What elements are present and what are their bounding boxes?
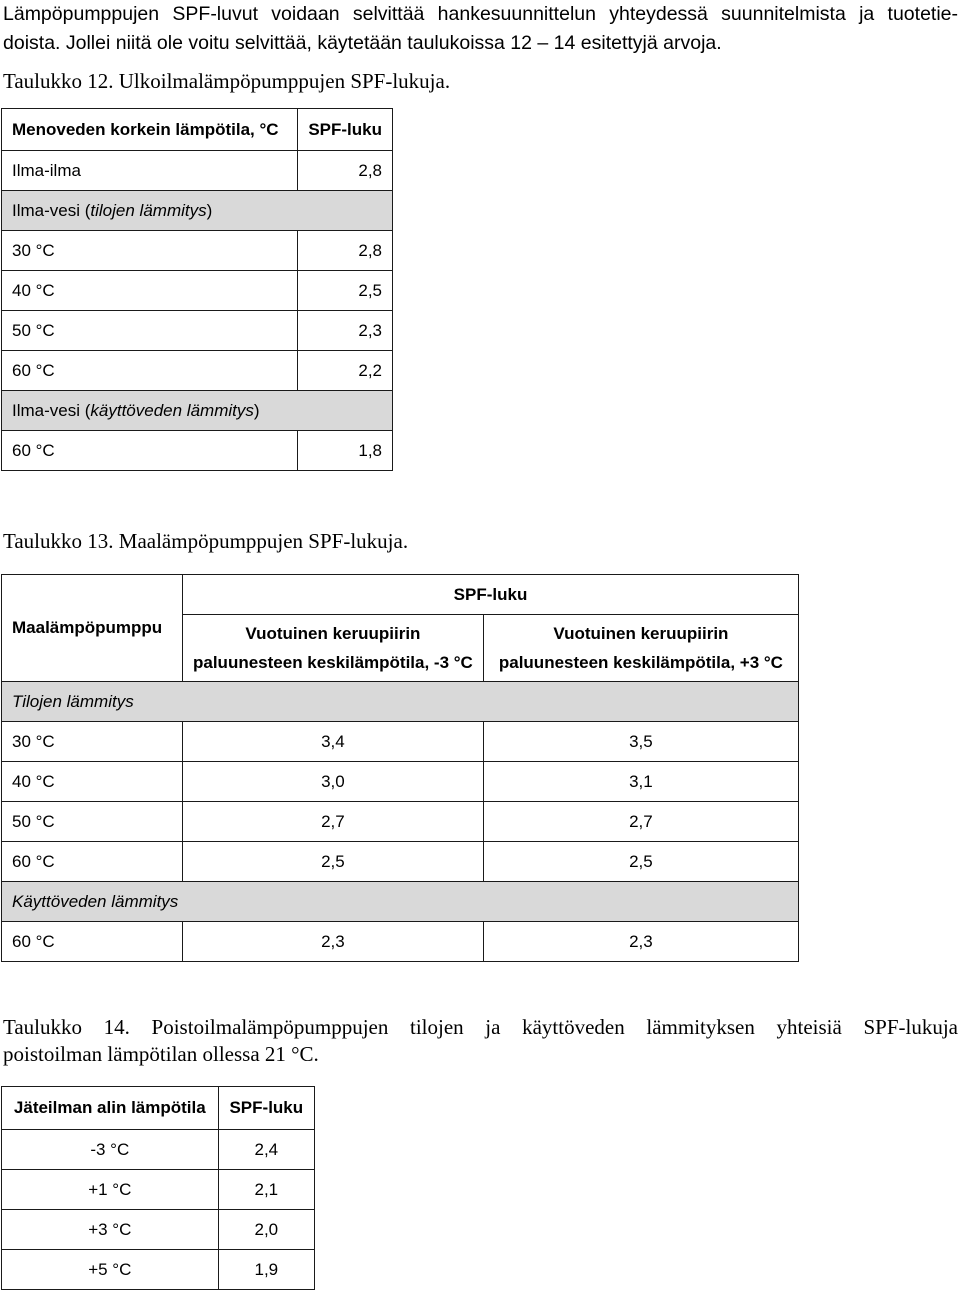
row-spf-value: 2,8 xyxy=(298,231,393,271)
row-value-plus3: 3,5 xyxy=(483,722,798,762)
table-12-group-row-space-heating xyxy=(2,191,393,231)
table-13-header-minus3 xyxy=(183,615,484,682)
row-value-minus3: 3,4 xyxy=(183,722,484,762)
row-value-minus3: 2,3 xyxy=(183,922,484,962)
table-14-caption-line-2: poistoilman lämpötilan ollessa 21 °C. xyxy=(3,1042,319,1066)
row-spf-value: 2,0 xyxy=(218,1210,314,1250)
row-label: 30 °C xyxy=(2,231,298,271)
table-12-caption: Taulukko 12. Ulkoilmalämpöpumppujen SPF-lukuja. xyxy=(3,69,451,93)
table-14-caption-line-1: Taulukko 14. Poistoilmalämpöpumppujen tilojen ja käyttöveden lämmityksen yhteisiä SPF-lukuja xyxy=(3,1015,958,1039)
table-12-header-row xyxy=(2,109,393,151)
table-14-header-temperature: Jäteilman alin lämpötila xyxy=(2,1087,219,1130)
table-row xyxy=(2,311,393,351)
group-label-suffix: ) xyxy=(206,200,213,220)
row-spf-value: 2,2 xyxy=(298,351,393,391)
group-label-italic: Tilojen lämmitys xyxy=(12,691,134,711)
group-label-italic: Käyttöveden lämmitys xyxy=(12,891,179,911)
intro-line-1: Lämpöpumppujen SPF-luvut voidaan selvittää hankesuunnittelun yhteydessä suunnitelmista ja tuotetie- xyxy=(3,3,958,25)
table-14-caption xyxy=(3,1014,958,1068)
row-label: 60 °C xyxy=(2,431,298,471)
row-label: Ilma-ilma xyxy=(2,151,298,191)
row-label: 40 °C xyxy=(2,271,298,311)
row-spf-value: 1,9 xyxy=(218,1250,314,1290)
table-14-header-row xyxy=(2,1087,315,1130)
table-13-header-plus3 xyxy=(483,615,798,682)
table-12-header-temperature: Menoveden korkein lämpötila, °C xyxy=(2,109,298,151)
header-line: Vuotuinen keruupiirin xyxy=(245,624,421,643)
row-spf-value: 2,8 xyxy=(298,151,393,191)
table-14-exhaust-air-heat-pumps xyxy=(1,1086,315,1290)
table-row xyxy=(2,802,799,842)
table-12-header-spf: SPF-luku xyxy=(298,109,393,151)
group-label-italic: tilojen lämmitys xyxy=(90,200,207,220)
intro-line-2: doista. Jollei niitä ole voitu selvittää, käytetään taulukoissa 12 – 14 esitettyjä arvoja. xyxy=(3,32,722,54)
table-13-ground-source-heat-pumps xyxy=(1,574,799,962)
table-13-group-row-hot-water xyxy=(2,882,799,922)
group-label-prefix: Ilma-vesi ( xyxy=(12,200,91,220)
row-label: 50 °C xyxy=(2,311,298,351)
table-13-header-spf: SPF-luku xyxy=(183,575,799,615)
header-line: Vuotuinen keruupiirin xyxy=(553,624,729,643)
row-temperature: +1 °C xyxy=(2,1170,219,1210)
row-spf-value: 2,3 xyxy=(298,311,393,351)
header-line: paluunesteen keskilämpötila, +3 °C xyxy=(498,653,783,672)
table-row xyxy=(2,1210,315,1250)
row-value-plus3: 3,1 xyxy=(483,762,798,802)
row-value-plus3: 2,3 xyxy=(483,922,798,962)
row-label: 40 °C xyxy=(2,762,183,802)
table-row xyxy=(2,1130,315,1170)
row-value-minus3: 2,5 xyxy=(183,842,484,882)
group-label-prefix: Ilma-vesi ( xyxy=(12,400,91,420)
row-temperature: +5 °C xyxy=(2,1250,219,1290)
table-row xyxy=(2,271,393,311)
table-row xyxy=(2,1170,315,1210)
row-temperature: +3 °C xyxy=(2,1210,219,1250)
table-row xyxy=(2,431,393,471)
row-spf-value: 2,1 xyxy=(218,1170,314,1210)
table-12-group-row-hot-water xyxy=(2,391,393,431)
row-label: 60 °C xyxy=(2,922,183,962)
group-label xyxy=(2,391,393,431)
table-row xyxy=(2,351,393,391)
table-row xyxy=(2,842,799,882)
table-14-header-spf: SPF-luku xyxy=(218,1087,314,1130)
header-line: paluunesteen keskilämpötila, -3 °C xyxy=(193,653,473,672)
row-label: 50 °C xyxy=(2,802,183,842)
row-label: 60 °C xyxy=(2,842,183,882)
table-13-group-row-space-heating xyxy=(2,682,799,722)
row-value-plus3: 2,7 xyxy=(483,802,798,842)
row-temperature: -3 °C xyxy=(2,1130,219,1170)
table-13-header-heat-pump: Maalämpöpumppu xyxy=(2,575,183,682)
group-label xyxy=(2,191,393,231)
table-row xyxy=(2,922,799,962)
table-row xyxy=(2,722,799,762)
group-label-suffix: ) xyxy=(253,400,260,420)
group-label-italic: käyttöveden lämmitys xyxy=(90,400,254,420)
row-label: 30 °C xyxy=(2,722,183,762)
table-row xyxy=(2,231,393,271)
row-value-plus3: 2,5 xyxy=(483,842,798,882)
row-spf-value: 1,8 xyxy=(298,431,393,471)
group-label xyxy=(2,882,799,922)
group-label xyxy=(2,682,799,722)
table-row xyxy=(2,1250,315,1290)
row-spf-value: 2,5 xyxy=(298,271,393,311)
table-12-outdoor-air-heat-pumps xyxy=(1,108,393,471)
table-row xyxy=(2,762,799,802)
row-spf-value: 2,4 xyxy=(218,1130,314,1170)
table-12-row-ilma-ilma xyxy=(2,151,393,191)
table-13-caption: Taulukko 13. Maalämpöpumppujen SPF-lukuja. xyxy=(3,529,409,553)
table-13-header-row-1 xyxy=(2,575,799,615)
intro-paragraph xyxy=(3,0,958,58)
row-label: 60 °C xyxy=(2,351,298,391)
row-value-minus3: 2,7 xyxy=(183,802,484,842)
row-value-minus3: 3,0 xyxy=(183,762,484,802)
